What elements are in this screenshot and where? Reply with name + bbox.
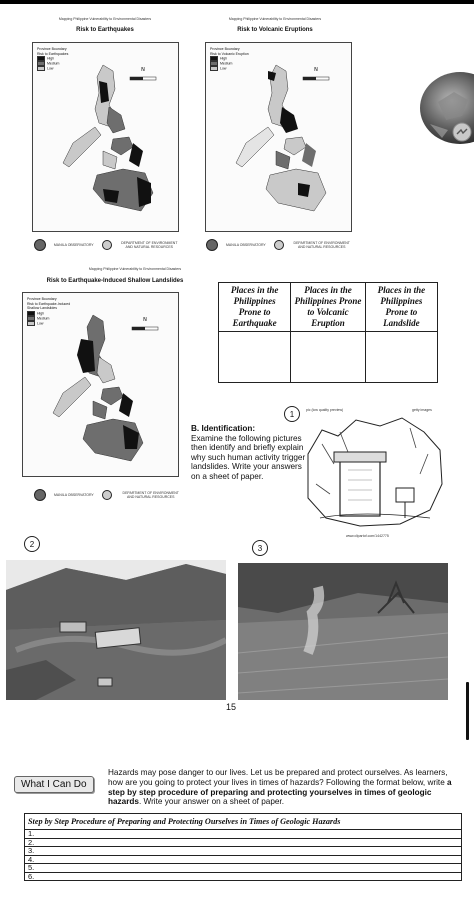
scrollbar-thumb[interactable] xyxy=(466,682,469,740)
map-earthquake-footer xyxy=(34,238,179,252)
map-earthquake-header: Mapping Philippine Vulnerability to Environmental Disasters xyxy=(58,17,152,21)
legend-item: Risk to Volcanic Eruption xyxy=(210,51,249,56)
cartoon-caption-right: getty images xyxy=(412,408,432,412)
floating-action-icon[interactable] xyxy=(452,122,472,142)
map-earthquake-title: Risk to Earthquakes xyxy=(76,27,134,33)
footer-label: MANILA OBSERVATORY xyxy=(53,243,94,247)
map-landslide-title: Risk to Earthquake-Induced Shallow Landslides xyxy=(46,278,184,284)
legend-item: Province Boundary xyxy=(210,47,240,51)
manila-observatory-logo xyxy=(206,239,218,251)
step-row-3[interactable]: 3. xyxy=(25,847,462,856)
paragraph-text-end: . Write your answer on a sheet of paper. xyxy=(138,797,284,807)
legend-item: Low xyxy=(37,66,77,71)
table-row xyxy=(219,332,438,383)
map-scale-icon xyxy=(301,65,331,85)
svg-text:N: N xyxy=(143,317,147,323)
map-volcanic-title: Risk to Volcanic Eruptions xyxy=(237,27,313,33)
steps-table xyxy=(24,813,462,881)
legend-item: Medium xyxy=(210,61,250,66)
step-row-2[interactable]: 2. xyxy=(25,838,462,847)
what-i-can-do-paragraph xyxy=(108,768,464,807)
legend-item: Medium xyxy=(27,316,75,321)
table-row xyxy=(25,847,462,856)
legend-item: Risk to Earthquake-Induced Shallow Landslides xyxy=(27,301,71,310)
legend-item: Province Boundary xyxy=(27,297,57,301)
identification-section xyxy=(191,424,306,482)
table-header-earthquake: Places in the Philippines Prone to Earthquake xyxy=(219,283,291,332)
manila-observatory-logo xyxy=(34,239,46,251)
steps-table-header: Step by Step Procedure of Preparing and Protecting Ourselves in Times of Geologic Hazards xyxy=(25,814,462,830)
step-row-5[interactable]: 5. xyxy=(25,864,462,873)
steps-table-header-row xyxy=(25,814,462,830)
table-header-row xyxy=(219,283,438,332)
legend-item: High xyxy=(27,311,75,316)
footer-label: DEPARTMENT OF ENVIRONMENT AND NATURAL RESOURCES xyxy=(122,491,179,499)
answer-cell-landslide[interactable] xyxy=(365,332,437,383)
hazard-places-table xyxy=(218,282,438,383)
table-row xyxy=(25,838,462,847)
legend-item: Low xyxy=(210,66,250,71)
cartoon-source: www.clipartof.com/1442775 xyxy=(346,534,389,538)
map-landslide-header: Mapping Philippine Vulnerability to Environmental Disasters xyxy=(88,267,182,271)
picture-number-1: 1 xyxy=(284,406,300,422)
legend-item: Risk to Earthquakes xyxy=(37,51,69,56)
footer-label: MANILA OBSERVATORY xyxy=(226,243,266,247)
table-row xyxy=(25,855,462,864)
legend-item: High xyxy=(210,56,250,61)
map-volcanic xyxy=(205,42,352,232)
map-landslide xyxy=(22,292,179,477)
step-row-4[interactable]: 4. xyxy=(25,855,462,864)
table-row xyxy=(25,830,462,839)
picture-number-2: 2 xyxy=(24,536,40,552)
step-row-1[interactable]: 1. xyxy=(25,830,462,839)
cartoon-caption-left: pic (low quality preview) xyxy=(306,408,344,412)
map-scale-icon xyxy=(128,65,158,85)
footer-label: DEPARTMENT OF ENVIRONMENT AND NATURAL RESOURCES xyxy=(293,241,350,249)
identification-instructions: Examine the following pictures then identify and briefly explain why such human activity trigger landslides. Write your answers on a sheet of paper. xyxy=(191,433,306,481)
picture-number-3: 3 xyxy=(252,540,268,556)
denr-logo xyxy=(102,240,112,250)
identification-title: B. Identification: xyxy=(191,424,256,433)
map-volcanic-header: Mapping Philippine Vulnerability to Environmental Disasters xyxy=(228,17,322,21)
svg-text:N: N xyxy=(314,67,318,73)
paragraph-bold-text: a step by step procedure of preparing and protecting yourselves in times of geologic hazards xyxy=(108,777,452,807)
map-volcanic-footer xyxy=(206,238,356,252)
landslide-cartoon-image xyxy=(300,414,448,532)
map-earthquake xyxy=(32,42,179,232)
legend-item: High xyxy=(37,56,77,61)
footer-label: MANILA OBSERVATORY xyxy=(54,493,94,497)
map-scale-icon xyxy=(130,315,160,335)
map-landslide-footer xyxy=(34,488,194,502)
page-number: 15 xyxy=(226,702,237,712)
legend-item: Low xyxy=(27,321,75,326)
footer-label: DEPARTMENT OF ENVIRONMENT AND NATURAL RESOURCES xyxy=(121,241,178,249)
svg-text:N: N xyxy=(141,67,145,73)
table-header-volcanic: Places in the Philippines Prone to Volcanic Eruption xyxy=(291,283,365,332)
step-row-6[interactable]: 6. xyxy=(25,872,462,881)
what-i-can-do-button[interactable]: What I Can Do xyxy=(14,776,94,793)
top-edge-bar xyxy=(0,0,474,4)
paragraph-text: Hazards may pose danger to our lives. Let us be prepared and protect ourselves. As learners, how are you going to protect your lives in times of hazards? Following the format below, write xyxy=(108,768,448,787)
table-row xyxy=(25,872,462,881)
legend-item: Province Boundary xyxy=(37,47,67,51)
denr-logo xyxy=(274,240,284,250)
photo-hillside-houses xyxy=(6,560,226,700)
denr-logo xyxy=(102,490,112,500)
table-row xyxy=(25,864,462,873)
answer-cell-earthquake[interactable] xyxy=(219,332,291,383)
manila-observatory-logo xyxy=(34,489,46,501)
legend-item: Medium xyxy=(37,61,77,66)
table-header-landslide: Places in the Philippines Prone to Landslide xyxy=(365,283,437,332)
photo-burning-slope xyxy=(238,563,448,700)
answer-cell-volcanic[interactable] xyxy=(291,332,365,383)
